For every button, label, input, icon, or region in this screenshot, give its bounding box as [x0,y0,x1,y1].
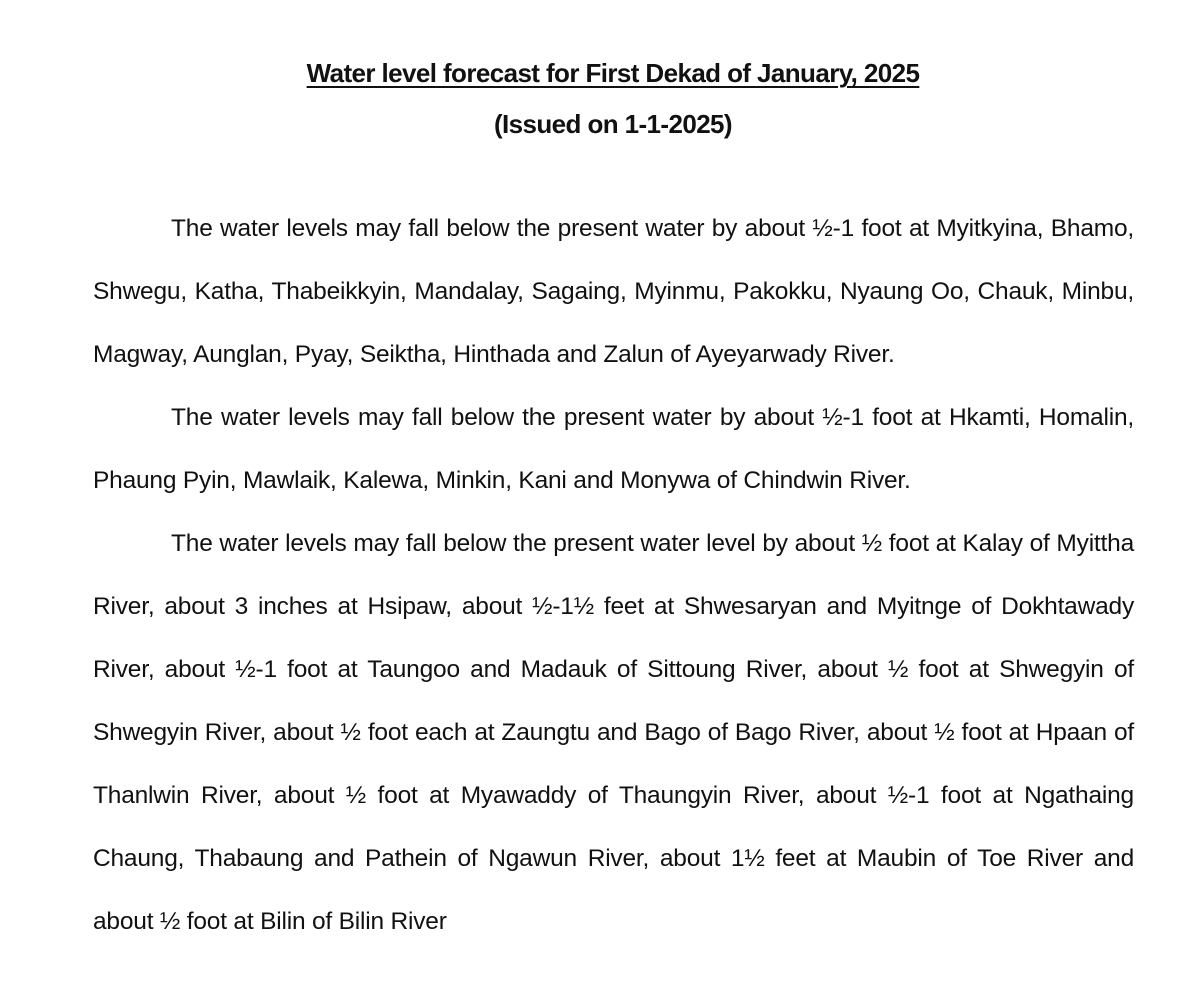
forecast-body [93,197,1134,953]
paragraph-ayeyarwady: The water levels may fall below the present water by about ½-1 foot at Myitkyina, Bhamo, Shwegu, Katha, Thabeikkyin, Mandalay, Sagaing, Myinmu, Pakokku, Nyaung Oo, Chauk, Minbu, Magway, Aunglan, Pyay, Seiktha, Hinthada and Zalun of Ayeyarwady River. [93,215,1134,368]
paragraph-other-rivers: The water levels may fall below the present water level by about ½ foot at Kalay of Myittha River, about 3 inches at Hsipaw, about ½-1½ feet at Shwesaryan and Myitnge of Dokhtawady River, about ½-1 foot at Taungoo and Madauk of Sittoung River, about ½ foot at Shwegyin of Shwegyin River, about ½ foot each at Zaungtu and Bago of Bago River, about ½ foot at Hpaan of Thanlwin River, about ½ foot at Myawaddy of Thaungyin River, about ½-1 foot at Ngathaing Chaung, Thabaung and Pathein of Ngawun River, about 1½ feet at Maubin of Toe River and about ½ foot at Bilin of Bilin River [93,530,1134,935]
paragraph-chindwin: The water levels may fall below the present water by about ½-1 foot at Hkamti, Homalin, Phaung Pyin, Mawlaik, Kalewa, Minkin, Kani and Monywa of Chindwin River. [93,404,1134,494]
issued-date: (Issued on 1-1-2025) [494,109,732,139]
document-title: Water level forecast for First Dekad of January, 2025 [306,58,920,88]
